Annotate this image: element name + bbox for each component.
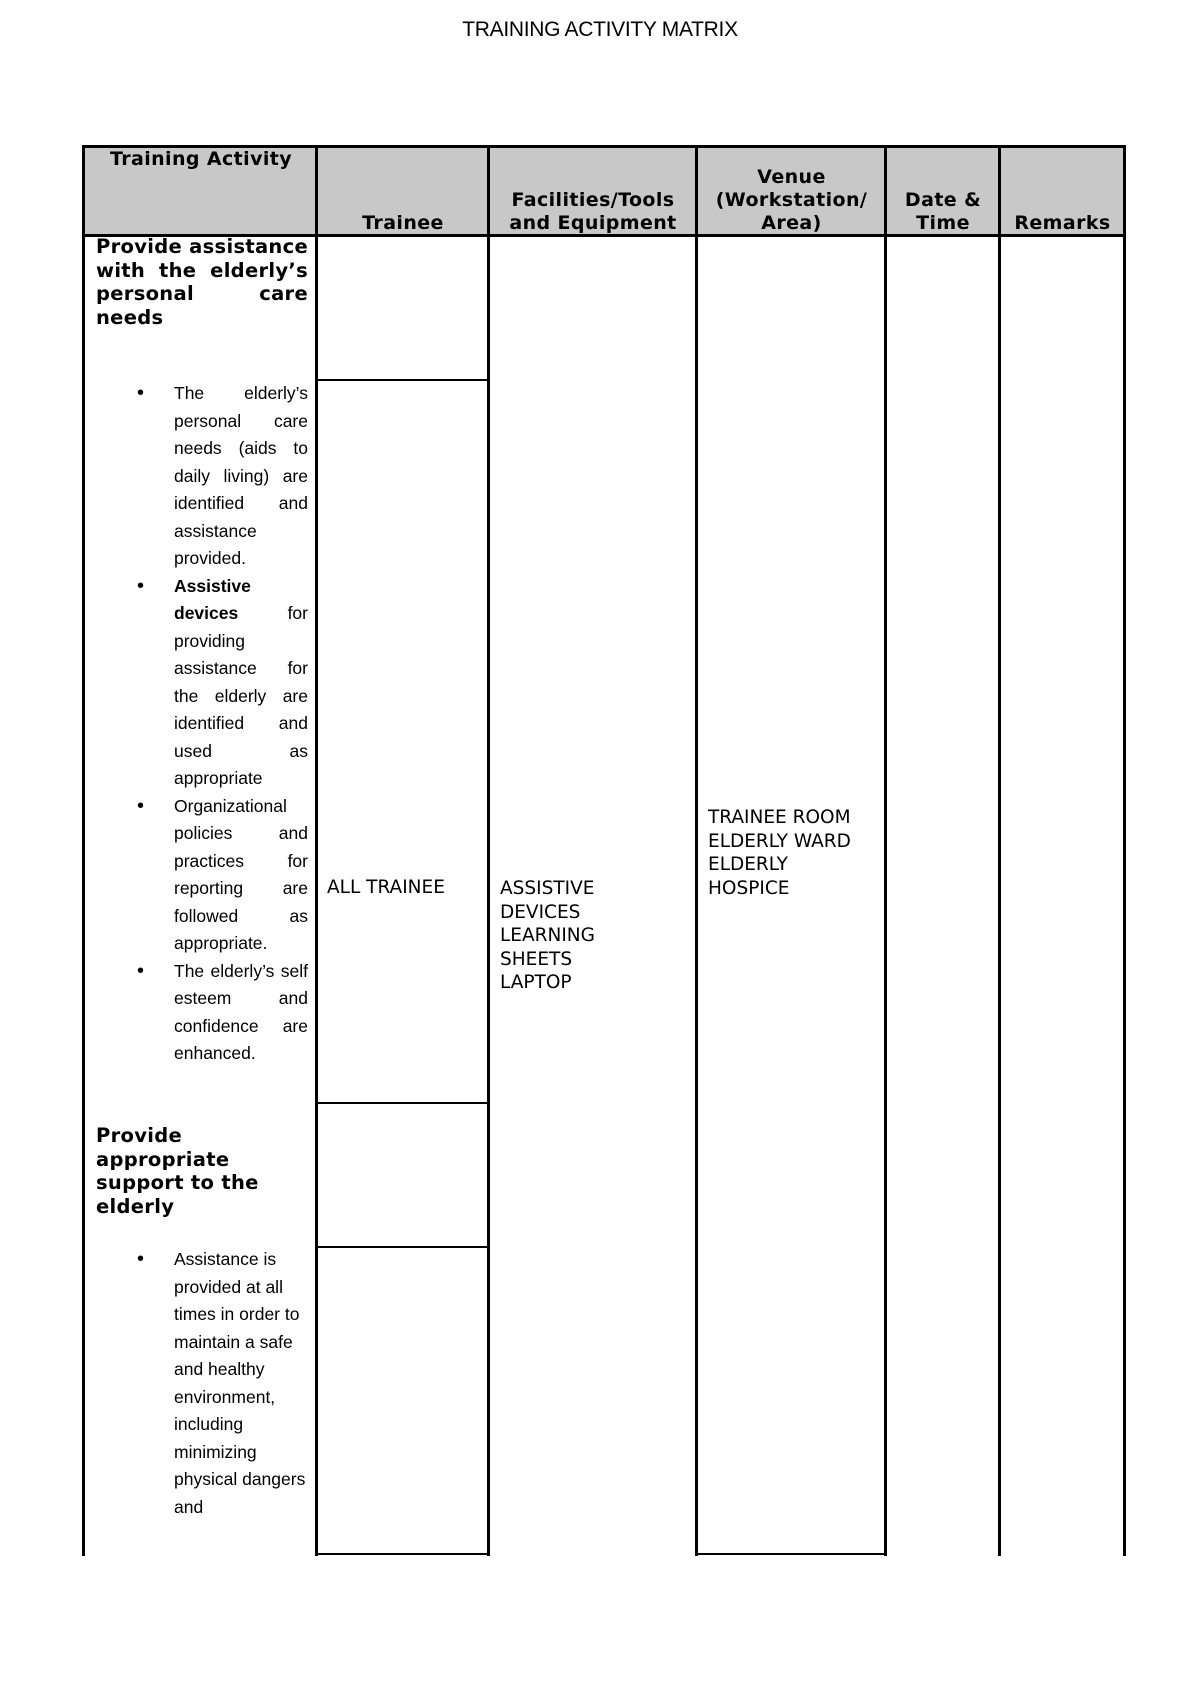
trainee-row-divider: [316, 1246, 488, 1248]
table-bottom-border: [316, 1553, 488, 1555]
list-item: • The elderly’s personal care needs (aids to daily living) are identified and assistance provided.: [174, 380, 308, 573]
list-item: • Organizational policies and practices for reporting are followed as appropriate.: [174, 793, 308, 958]
list-item-text: for providing assistance for the elderly are identified and used as appropriate: [174, 603, 308, 788]
bullet-list: [102, 380, 308, 1068]
header-training-activity: Training Activity: [109, 148, 293, 170]
column-border: [695, 145, 698, 1556]
venue-value: TRAINEE ROOM ELDERLY WARD ELDERLY HOSPICE: [708, 807, 851, 899]
header-date-time: Date & Time: [904, 189, 982, 234]
list-item: • The elderly’s self esteem and confidence are enhanced.: [174, 958, 308, 1068]
trainee-row-divider: [316, 1102, 488, 1104]
table-bottom-border: [696, 1553, 886, 1555]
trainee-row-divider: [316, 379, 488, 381]
bullet-list: [102, 1246, 308, 1521]
list-item-bold: Assistive devices: [174, 575, 251, 623]
column-border: [315, 145, 318, 1556]
facilities-value: ASSISTIVE DEVICES LEARNING SHEETS LAPTOP: [500, 878, 595, 993]
header-venue: Venue (Workstation/ Area): [715, 166, 868, 234]
header-remarks: Remarks: [1014, 212, 1111, 234]
column-border: [884, 145, 887, 1556]
column-border: [82, 145, 85, 1556]
section-heading: Provide appropriate support to the elderly: [96, 1124, 259, 1218]
header-facilities-tools-equipment: Facilities/Tools and Equipment: [509, 189, 677, 234]
document-title: TRAINING ACTIVITY MATRIX: [462, 18, 738, 41]
column-border: [487, 145, 490, 1556]
column-border: [998, 145, 1001, 1556]
list-item: • Assistance is provided at all times in order to maintain a safe and healthy environment, including minimizing physical dangers and: [174, 1246, 308, 1521]
header-trainee: Trainee: [362, 212, 444, 234]
column-border: [1123, 145, 1126, 1556]
trainee-value: ALL TRAINEE: [327, 877, 445, 898]
list-item: [174, 573, 308, 793]
section-heading: Provide assistance with the elderly’s personal care needs: [96, 235, 308, 329]
